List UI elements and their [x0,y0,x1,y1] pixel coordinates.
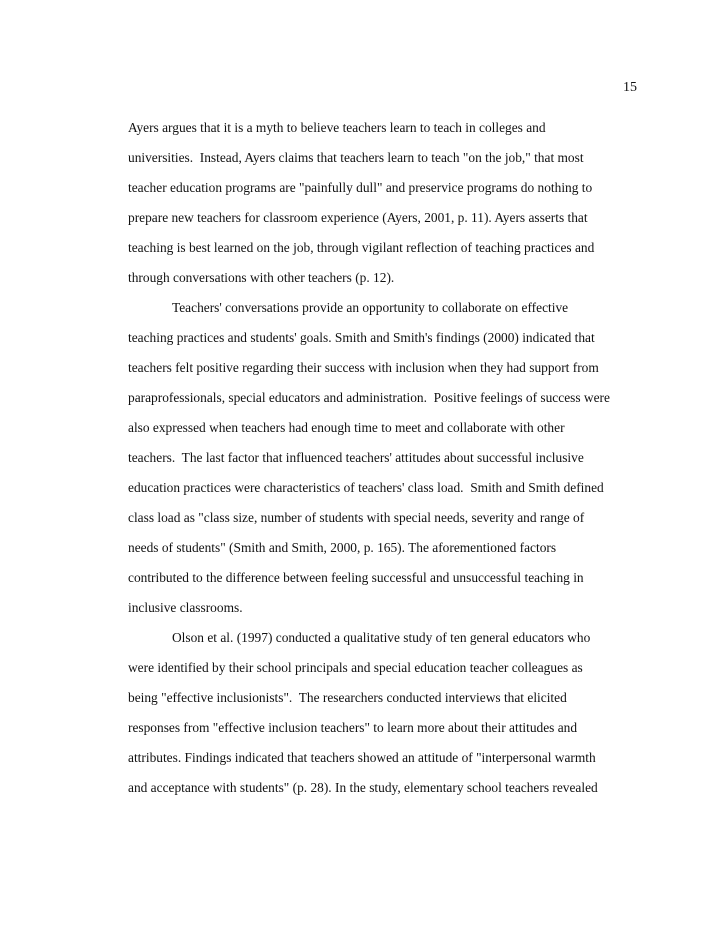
text-line: inclusive classrooms. [128,600,243,615]
paragraph-first-line: Teachers' conversations provide an opportunity to collaborate on effective [172,300,569,315]
text-line: needs of students" (Smith and Smith, 2000, p. 165). The aforementioned factors [128,540,557,555]
text-line: through conversations with other teachers (p. 12). [128,270,395,285]
text-line: were identified by their school principals and special education teacher colleagues as [128,660,583,675]
paragraph-first-line: Olson et al. (1997) conducted a qualitative study of ten general educators who [172,630,591,645]
text-line: teaching is best learned on the job, through vigilant reflection of teaching practices and [128,240,595,255]
text-line: teachers felt positive regarding their success with inclusion when they had support from [128,360,599,375]
text-line: being "effective inclusionists". The researchers conducted interviews that elicited [128,690,567,705]
text-line: teaching practices and students' goals. Smith and Smith's findings (2000) indicated that [128,330,595,345]
text-line: prepare new teachers for classroom experience (Ayers, 2001, p. 11). Ayers asserts that [128,210,588,225]
text-line: contributed to the difference between feeling successful and unsuccessful teaching in [128,570,584,585]
text-line: class load as "class size, number of students with special needs, severity and range of [128,510,585,525]
text-line: teacher education programs are "painfully dull" and preservice programs do nothing to [128,180,593,195]
text-line: paraprofessionals, special educators and administration. Positive feelings of success were [128,390,610,405]
text-line: responses from "effective inclusion teachers" to learn more about their attitudes and [128,720,578,735]
text-line: teachers. The last factor that influenced teachers' attitudes about successful inclusive [128,450,584,465]
text-line: attributes. Findings indicated that teachers showed an attitude of "interpersonal warmth [128,750,596,765]
text-line: universities. Instead, Ayers claims that teachers learn to teach "on the job," that most [128,150,584,165]
page-number: 15 [623,80,637,95]
text-line: education practices were characteristics of teachers' class load. Smith and Smith defined [128,480,604,495]
text-line: Ayers argues that it is a myth to believe teachers learn to teach in colleges and [128,120,546,135]
text-line: also expressed when teachers had enough time to meet and collaborate with other [128,420,565,435]
text-line: and acceptance with students" (p. 28). In the study, elementary school teachers revealed [128,780,598,795]
